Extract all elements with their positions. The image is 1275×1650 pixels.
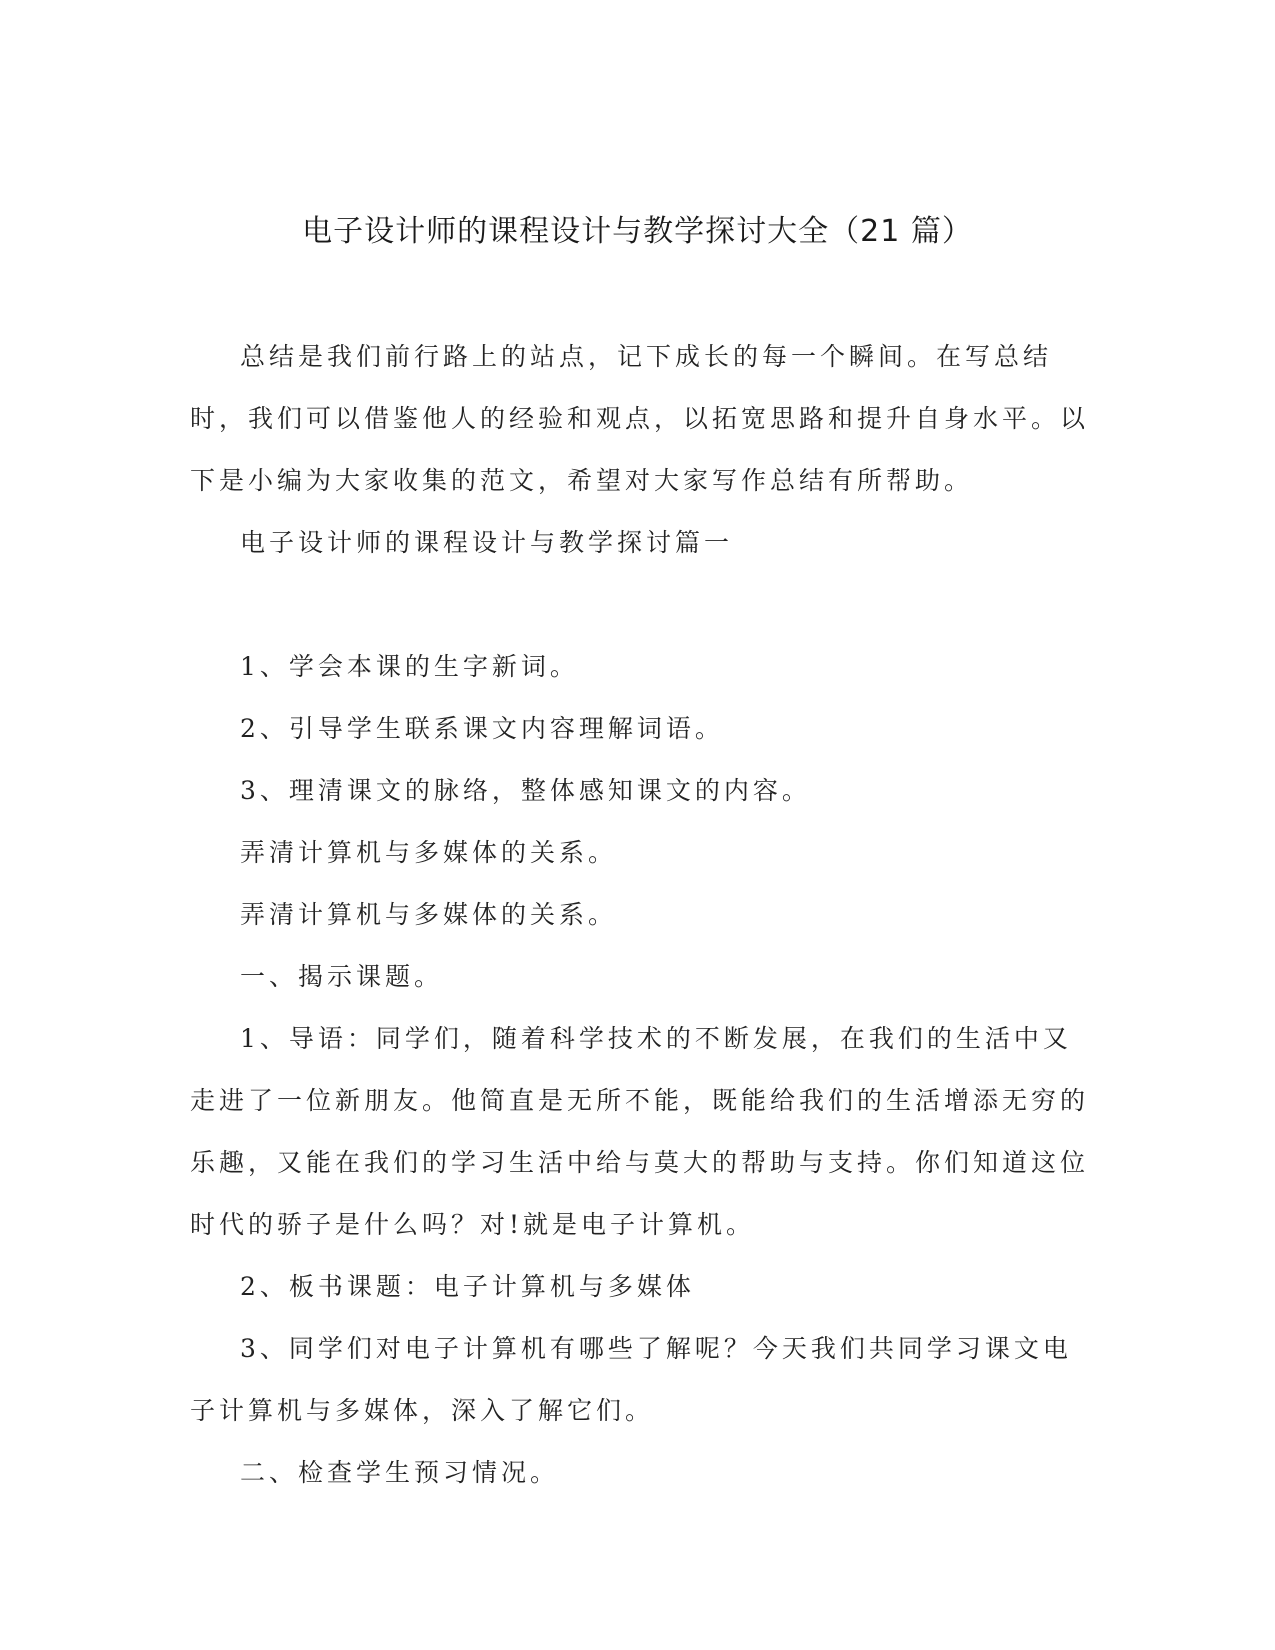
step-heading: 二、检查学生预习情况。 [240,1458,560,1487]
key-point: 弄清计算机与多媒体的关系。 [240,838,618,867]
step-heading: 一、揭示课题。 [240,962,444,991]
section-heading: 电子设计师的课程设计与教学探讨篇一 [240,528,734,557]
step-paragraph: 2、板书课题：电子计算机与多媒体 [240,1272,695,1301]
step-paragraph: 3、同学们对电子计算机有哪些了解呢？今天我们共同学习课文电子计算机与多媒体，深入了解它们。 [190,1334,1072,1425]
step-paragraph: 1、导语：同学们，随着科学技术的不断发展，在我们的生活中又走进了一位新朋友。他简直是无所不能，既能给我们的生活增添无穷的乐趣，又能在我们的学习生活中给与莫大的帮助与支持。你们知道这位时代的骄子是什么吗？对!就是电子计算机。 [190,1024,1090,1239]
objective-item: 3、理清课文的脉络，整体感知课文的内容。 [240,776,811,805]
document-body [190,326,1090,1504]
objective-item: 1、学会本课的生字新词。 [240,652,579,681]
intro-paragraph: 总结是我们前行路上的站点，记下成长的每一个瞬间。在写总结时，我们可以借鉴他人的经验和观点，以拓宽思路和提升自身水平。以下是小编为大家收集的范文，希望对大家写作总结有所帮助。 [190,342,1090,495]
objective-item: 2、引导学生联系课文内容理解词语。 [240,714,724,743]
document-title: 电子设计师的课程设计与教学探讨大全（21 篇） [302,214,973,249]
blank-line [190,574,1090,636]
difficult-point: 弄清计算机与多媒体的关系。 [240,900,618,929]
